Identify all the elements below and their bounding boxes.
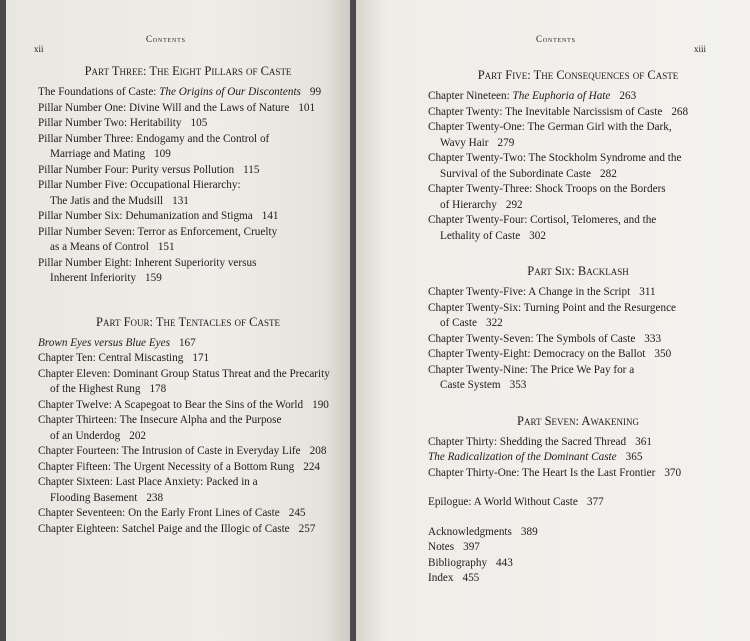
entry-continuation: Marriage and Mating 109 bbox=[50, 148, 171, 160]
entry-page: 101 bbox=[298, 101, 316, 114]
entry-continuation: Lethality of Caste 302 bbox=[440, 229, 546, 242]
entry-title: Chapter Nineteen: bbox=[428, 90, 513, 102]
entry-page: 131 bbox=[172, 194, 189, 207]
toc-entry bbox=[38, 85, 338, 101]
toc-entry bbox=[428, 285, 728, 301]
entry-title: Chapter Twenty-Three: Shock Troops on the Borders bbox=[428, 183, 666, 195]
entry-page: 361 bbox=[635, 435, 652, 448]
toc-entry bbox=[38, 444, 338, 460]
toc-entry bbox=[38, 163, 338, 179]
entry-title: Chapter Twenty-Eight: Democracy on the Ballot bbox=[428, 348, 646, 360]
right-page bbox=[356, 0, 750, 641]
entry-title: Chapter Thirteen: The Insecure Alpha and the Purpose bbox=[38, 414, 282, 426]
entry-page: 178 bbox=[149, 383, 167, 395]
entry-title: Chapter Twenty-Four: Cortisol, Telomeres, and the bbox=[428, 214, 657, 226]
entry-title: Acknowledgments bbox=[428, 525, 512, 538]
toc-entry bbox=[428, 540, 728, 556]
entry-title: Pillar Number One: Divine Will and the Laws of Nature bbox=[38, 101, 290, 114]
right-toc bbox=[428, 68, 728, 587]
entry-page: 109 bbox=[154, 148, 171, 160]
toc-entry bbox=[428, 151, 728, 182]
entry-page: 268 bbox=[671, 105, 689, 118]
entry-title: Index bbox=[428, 572, 454, 584]
running-head: Contents bbox=[536, 34, 576, 44]
entry-title: Chapter Seventeen: On the Early Front Lines of Caste bbox=[38, 507, 280, 519]
entry-page: 302 bbox=[529, 229, 546, 242]
entry-page: 202 bbox=[129, 429, 146, 442]
page-number: xii bbox=[34, 44, 44, 54]
entry-title: Chapter Eleven: Dominant Group Status Threat and the Precarity bbox=[38, 367, 330, 380]
toc-entry bbox=[428, 89, 728, 105]
toc-entry bbox=[38, 101, 338, 117]
entry-continuation: of Caste 322 bbox=[440, 317, 503, 329]
entry-page: 105 bbox=[190, 117, 208, 129]
entry-page: 333 bbox=[644, 332, 662, 345]
toc-entry bbox=[428, 105, 728, 121]
toc-entry bbox=[428, 213, 728, 244]
entry-page: 353 bbox=[509, 379, 527, 391]
entry-page: 263 bbox=[619, 90, 637, 102]
toc-entry bbox=[428, 435, 728, 451]
entry-continuation: Inherent Inferiority 159 bbox=[50, 272, 162, 284]
entry-continuation: of Hierarchy 292 bbox=[440, 198, 523, 211]
part-heading: Part Five: The Consequences of Caste bbox=[477, 68, 679, 82]
toc-entry bbox=[38, 225, 338, 256]
toc-entry bbox=[38, 475, 338, 506]
entry-page: 443 bbox=[496, 556, 513, 569]
entry-title: Pillar Number Seven: Terror as Enforcement, Cruelty bbox=[38, 225, 278, 238]
toc-entry bbox=[428, 363, 728, 394]
entry-page: 167 bbox=[178, 336, 196, 349]
entry-page: 171 bbox=[192, 352, 210, 364]
entry-title-italic: The Euphoria of Hate bbox=[512, 90, 611, 102]
toc-entry bbox=[38, 132, 338, 163]
entry-page: 350 bbox=[654, 348, 672, 360]
entry-page: 245 bbox=[288, 507, 306, 519]
entry-continuation: Wavy Hair 279 bbox=[440, 136, 515, 149]
entry-page: 151 bbox=[157, 241, 175, 253]
toc-entry bbox=[38, 336, 338, 352]
entry-title: Epilogue: A World Without Caste bbox=[428, 496, 578, 508]
entry-title: Chapter Sixteen: Last Place Anxiety: Packed in a bbox=[38, 476, 258, 488]
entry-page: 292 bbox=[505, 198, 523, 211]
entry-title: Chapter Fourteen: The Intrusion of Caste in Everyday Life bbox=[38, 445, 301, 457]
entry-title: Pillar Number Six: Dehumanization and Stigma bbox=[38, 210, 253, 222]
left-page bbox=[6, 0, 350, 641]
entry-continuation: as a Means of Control 151 bbox=[50, 241, 175, 253]
toc-entry bbox=[38, 256, 338, 287]
toc-entry bbox=[38, 398, 338, 414]
entry-title: Chapter Twenty-One: The German Girl with the Dark, bbox=[428, 121, 672, 133]
entry-page: 159 bbox=[145, 272, 162, 284]
toc-entry bbox=[38, 367, 338, 398]
toc-entry bbox=[428, 571, 728, 587]
entry-page: 365 bbox=[625, 451, 643, 463]
toc-entry bbox=[38, 506, 338, 522]
entry-title: Brown Eyes versus Blue Eyes bbox=[38, 336, 170, 349]
entry-title: Chapter Twenty-Nine: The Price We Pay for a bbox=[428, 363, 635, 376]
toc-entry bbox=[428, 182, 728, 213]
entry-page: 311 bbox=[639, 286, 656, 298]
entry-title: The Foundations of Caste: bbox=[38, 86, 160, 98]
part-heading: Part Three: The Eight Pillars of Caste bbox=[84, 64, 292, 78]
toc-entry bbox=[428, 450, 728, 466]
entry-title: Chapter Eighteen: Satchel Paige and the Illogic of Caste bbox=[38, 522, 290, 535]
toc-entry bbox=[428, 347, 728, 363]
entry-title: Pillar Number Two: Heritability bbox=[38, 117, 182, 129]
entry-continuation: Caste System 353 bbox=[440, 379, 527, 391]
entry-title: Notes bbox=[428, 541, 455, 553]
entry-title: Chapter Twenty-Five: A Change in the Script bbox=[428, 286, 631, 298]
page-number: xiii bbox=[693, 44, 706, 54]
part-heading: Part Seven: Awakening bbox=[517, 413, 639, 428]
entry-page: 99 bbox=[309, 86, 322, 98]
entry-page: 455 bbox=[462, 572, 480, 584]
toc-entry bbox=[428, 332, 728, 348]
left-toc bbox=[38, 64, 338, 537]
toc-entry bbox=[38, 209, 338, 225]
entry-page: 279 bbox=[497, 136, 515, 149]
entry-page: 238 bbox=[146, 491, 164, 504]
toc-entry bbox=[428, 301, 728, 332]
entry-title: Chapter Twelve: A Scapegoat to Bear the Sins of the World bbox=[38, 398, 304, 411]
entry-title: Chapter Twenty-Two: The Stockholm Syndrome and the bbox=[428, 152, 682, 164]
entry-title: Pillar Number Four: Purity versus Pollution bbox=[38, 163, 235, 176]
entry-page: 322 bbox=[485, 317, 503, 329]
toc-entry bbox=[428, 495, 728, 511]
entry-title: Chapter Twenty: The Inevitable Narcissism of Caste bbox=[428, 105, 663, 118]
entry-page: 115 bbox=[243, 163, 260, 176]
entry-title: Chapter Thirty-One: The Heart Is the Last Frontier bbox=[428, 466, 656, 479]
entry-page: 377 bbox=[586, 496, 604, 508]
running-head: Contents bbox=[146, 34, 186, 44]
entry-continuation: Flooding Basement 238 bbox=[50, 491, 164, 504]
toc-entry bbox=[38, 116, 338, 132]
entry-page: 389 bbox=[520, 525, 538, 538]
entry-title: Chapter Ten: Central Miscasting bbox=[38, 352, 184, 364]
entry-title: Chapter Thirty: Shedding the Sacred Thread bbox=[428, 435, 627, 448]
entry-page: 282 bbox=[600, 167, 617, 180]
entry-title: Pillar Number Eight: Inherent Superiority versus bbox=[38, 256, 257, 269]
toc-entry bbox=[428, 525, 728, 541]
entry-title: Pillar Number Three: Endogamy and the Control of bbox=[38, 132, 270, 145]
entry-title: Chapter Twenty-Seven: The Symbols of Caste bbox=[428, 332, 636, 345]
entry-title: Chapter Fifteen: The Urgent Necessity of a Bottom Rung bbox=[38, 460, 295, 473]
entry-page: 257 bbox=[298, 522, 316, 535]
toc-entry bbox=[38, 522, 338, 538]
entry-title: Chapter Twenty-Six: Turning Point and the Resurgence bbox=[428, 301, 677, 314]
toc-entry bbox=[38, 178, 338, 209]
toc-entry bbox=[428, 466, 728, 482]
toc-entry bbox=[38, 460, 338, 476]
entry-continuation: Survival of the Subordinate Caste 282 bbox=[440, 167, 617, 180]
part-heading: Part Six: Backlash bbox=[527, 264, 629, 278]
entry-title: Bibliography bbox=[428, 556, 488, 569]
toc-entry bbox=[38, 413, 338, 444]
entry-page: 190 bbox=[312, 398, 329, 411]
toc-entry bbox=[428, 120, 728, 151]
entry-title: Pillar Number Five: Occupational Hierarchy: bbox=[38, 179, 241, 191]
part-heading: Part Four: The Tentacles of Caste bbox=[96, 314, 280, 329]
entry-page: 397 bbox=[463, 541, 480, 553]
entry-page: 370 bbox=[664, 466, 682, 479]
entry-continuation: The Jatis and the Mudsill 131 bbox=[50, 194, 189, 207]
entry-page: 224 bbox=[303, 460, 321, 473]
entry-page: 141 bbox=[261, 210, 279, 222]
toc-entry bbox=[428, 556, 728, 572]
entry-continuation: of the Highest Rung 178 bbox=[50, 383, 167, 395]
entry-continuation: of an Underdog 202 bbox=[50, 429, 146, 442]
entry-title-italic: The Origins of Our Discontents bbox=[159, 86, 301, 98]
toc-entry bbox=[38, 351, 338, 367]
entry-page: 208 bbox=[309, 445, 327, 457]
entry-title: The Radicalization of the Dominant Caste bbox=[428, 451, 617, 463]
